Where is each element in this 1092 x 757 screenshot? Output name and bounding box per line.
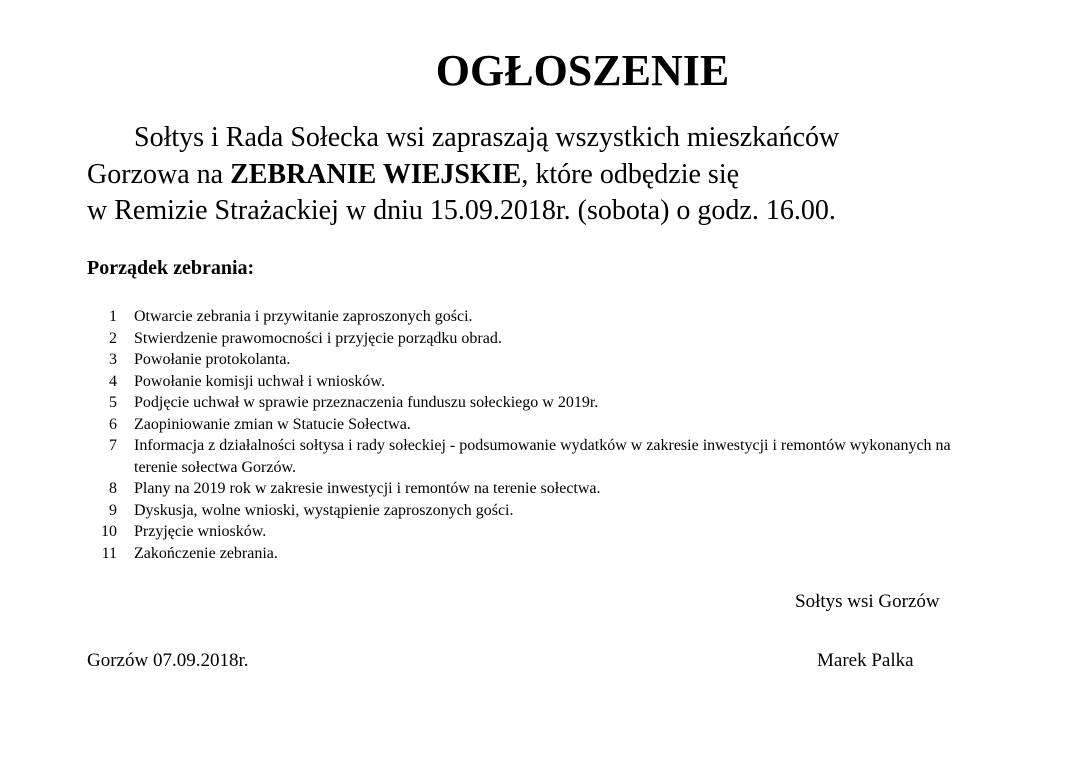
agenda-item-number: 5 <box>109 394 117 411</box>
agenda-item-text: Powołanie komisji uchwał i wniosków. <box>134 372 385 390</box>
agenda-item-text: Stwierdzenie prawomocności i przyjęcie porządku obrad. <box>134 329 502 347</box>
agenda-item-number: 7 <box>109 437 117 454</box>
intro-line-2 <box>87 157 987 194</box>
agenda-item-text: Plany na 2019 rok w zakresie inwestycji i remontów na terenie sołectwa. <box>134 480 601 497</box>
agenda-item-text: Informacja z działalności sołtysa i rady sołeckiej - podsumowanie wydatków w zakresie inwestycji i remontów wykonanych na terenie sołectwa Gorzów. <box>134 437 951 476</box>
agenda-item-number: 11 <box>101 544 117 562</box>
announcement-title: OGŁOSZENIE <box>435 46 730 95</box>
agenda-item-number: 6 <box>109 415 117 433</box>
agenda-item-number: 2 <box>109 329 117 347</box>
agenda-item-number: 4 <box>109 372 117 390</box>
meeting-name: ZEBRANIE WIEJSKIE <box>230 158 522 190</box>
intro-line-2-suffix: , które odbędzie się <box>521 158 740 190</box>
agenda-item <box>95 371 995 393</box>
intro-line-2-prefix: Gorzowa na <box>87 158 231 190</box>
agenda-item-number: 1 <box>109 308 117 325</box>
agenda-item <box>95 435 995 478</box>
agenda-item <box>95 500 995 522</box>
agenda-item <box>95 521 995 543</box>
agenda-heading: Porządek zebrania: <box>87 257 255 279</box>
agenda-item <box>95 392 995 414</box>
agenda-item-text: Powołanie protokolanta. <box>134 351 291 368</box>
signature-role: Sołtys wsi Gorzów <box>795 591 940 612</box>
agenda-item <box>95 349 995 371</box>
agenda-item-text: Dyskusja, wolne wnioski, wystąpienie zaproszonych gości. <box>134 501 514 519</box>
agenda-item-text: Przyjęcie wniosków. <box>134 523 267 540</box>
agenda-item-text: Podjęcie uchwał w sprawie przeznaczenia funduszu sołeckiego w 2019r. <box>134 394 599 411</box>
agenda-item <box>95 478 995 500</box>
signature-name: Marek Palka <box>817 650 914 671</box>
agenda-item-number: 10 <box>101 523 117 540</box>
agenda-item <box>95 543 995 565</box>
date-place: Gorzów 07.09.2018r. <box>87 650 249 671</box>
agenda-item-number: 8 <box>109 480 117 497</box>
agenda-list <box>95 306 995 564</box>
intro-line-3: w Remizie Strażackiej w dniu 15.09.2018r. (sobota) o godz. 16.00. <box>87 195 836 226</box>
agenda-item-number: 9 <box>109 501 117 519</box>
agenda-item-text: Otwarcie zebrania i przywitanie zaproszonych gości. <box>134 308 473 325</box>
intro-paragraph <box>87 120 987 230</box>
agenda-item-text: Zakończenie zebrania. <box>134 544 278 562</box>
intro-line-1: Sołtys i Rada Sołecka wsi zapraszają wszystkich mieszkańców <box>134 122 840 153</box>
agenda-item <box>95 328 995 350</box>
agenda-item <box>95 414 995 436</box>
agenda-item-number: 3 <box>109 351 117 368</box>
agenda-item <box>95 306 995 328</box>
agenda-item-text: Zaopiniowanie zmian w Statucie Sołectwa. <box>134 415 411 433</box>
